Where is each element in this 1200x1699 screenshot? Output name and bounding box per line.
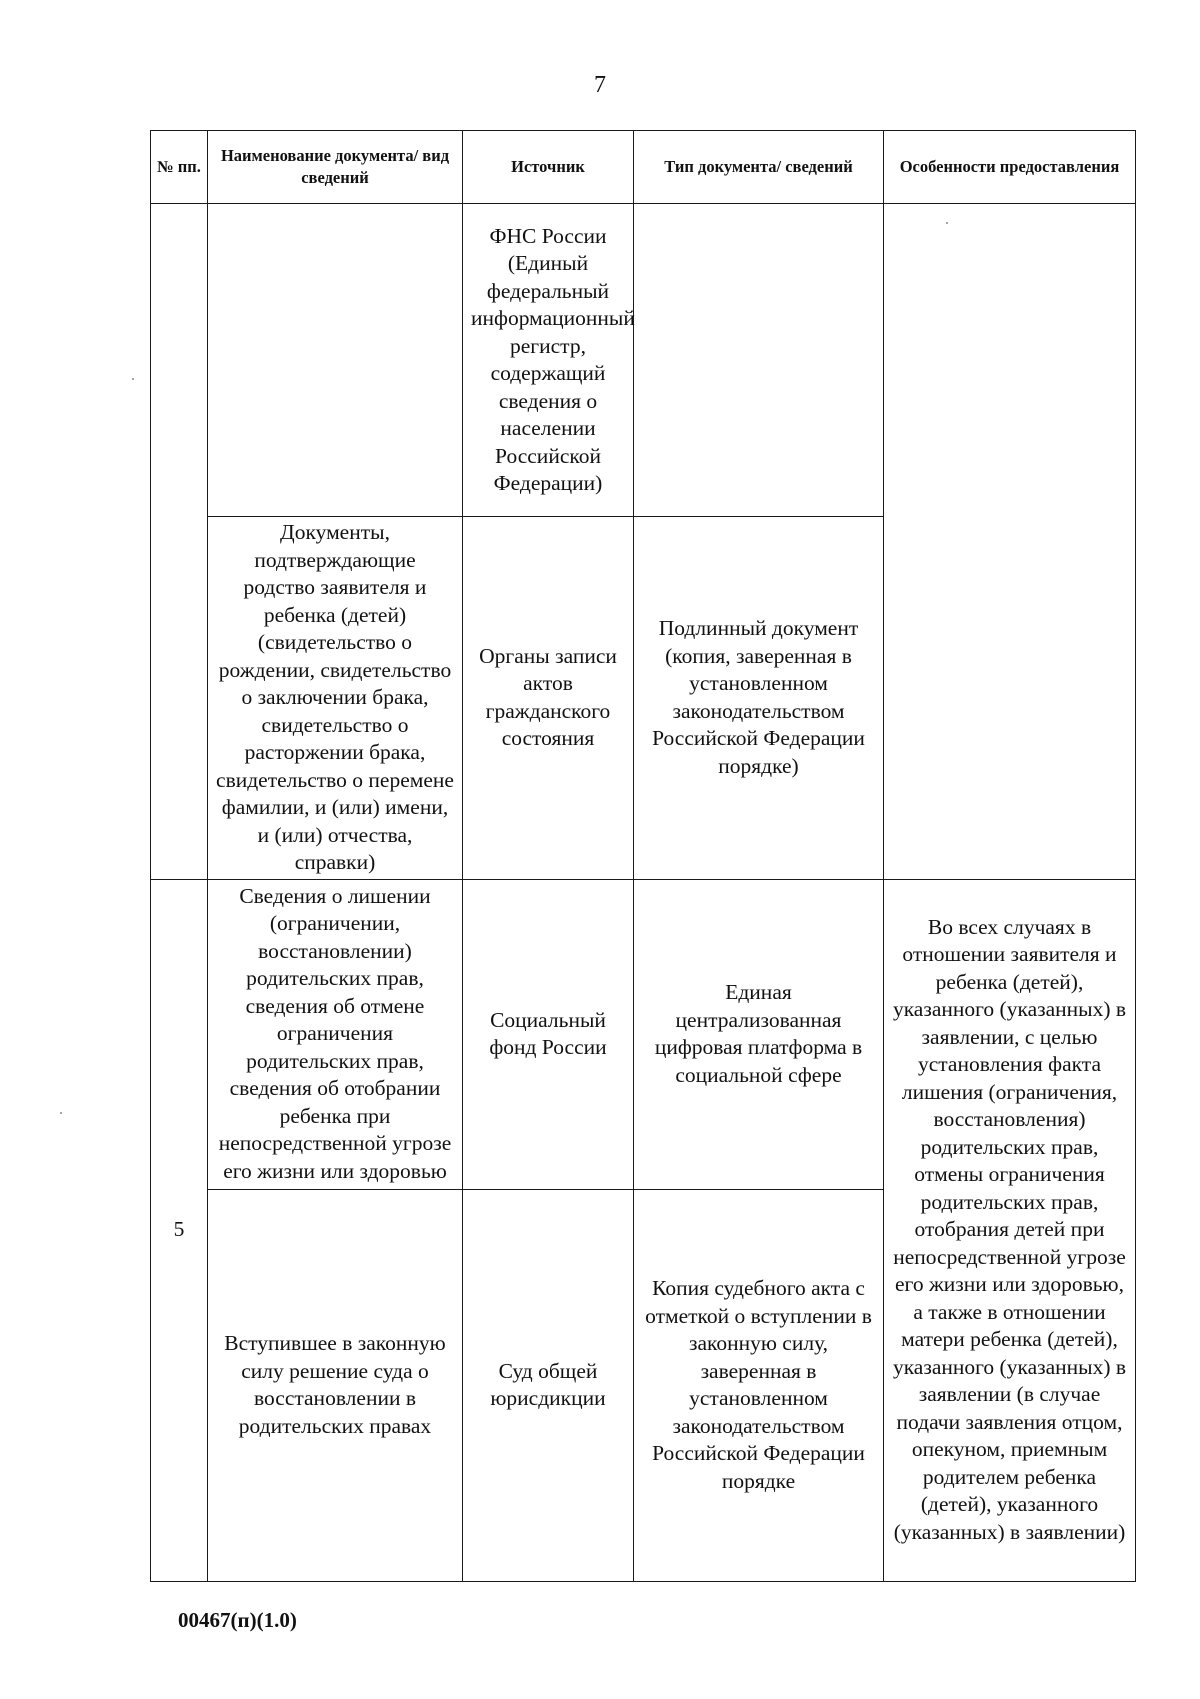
cell-doc-parental-rights: Сведения о лишении (ограничении, восстановлении) родительских прав, сведения об отмене ограничения родительских прав, сведения об отобрании ребенка при непосредственной угрозе его жизни или здоровью: [208, 879, 463, 1189]
cell-features-5: Во всех случаях в отношении заявителя и ребенка (детей), указанного (указанных) в заявлении, с целью установления факта лишения (ограничения, восстановления) родительских прав, отмены ограничения родительских прав, отобрания детей при непосредственной угрозе его жизни или здоровью, а также в отношении матери ребенка (детей), указанного (указанных) в заявлении (в случае подачи заявления отцом, опекуном, приемным родителем ребенка (детей), указанного (указанных) в заявлении): [884, 879, 1136, 1581]
cell-source-zags: Органы записи актов гражданского состояния: [463, 517, 634, 880]
table-row: [151, 204, 1136, 517]
table-row: [151, 879, 1136, 1189]
cell-type-original: Подлинный документ (копия, заверенная в установленном законодательством Российской Федерации порядке): [634, 517, 884, 880]
page-number: 7: [594, 72, 606, 98]
cell-doc-court-decision: Вступившее в законную силу решение суда о восстановлении в родительских правах: [208, 1189, 463, 1581]
header-document-type: Тип документа/ сведений: [634, 131, 884, 204]
cell-number-5: 5: [151, 879, 208, 1581]
footer-document-code: 00467(п)(1.0): [178, 1608, 297, 1632]
cell-number-prev: [151, 204, 208, 880]
cell-type-platform: Единая централизованная цифровая платформа в социальной сфере: [634, 879, 884, 1189]
cell-doc-kinship: Документы, подтверждающие родство заявителя и ребенка (детей) (свидетельство о рождении, свидетельство о заключении брака, свидетельство о расторжении брака, свидетельство о перемене фамилии, и (или) имени, и (или) отчества, справки): [208, 517, 463, 880]
header-features: Особенности предоставления: [884, 131, 1136, 204]
cell-features-prev: [884, 204, 1136, 880]
cell-doc-cont: [208, 204, 463, 517]
scan-speck: [132, 378, 134, 380]
cell-type-cont: [634, 204, 884, 517]
documents-table: [150, 130, 1136, 1582]
header-number: № пп.: [151, 131, 208, 204]
cell-source-court: Суд общей юрисдикции: [463, 1189, 634, 1581]
header-source: Источник: [463, 131, 634, 204]
cell-type-court-copy: Копия судебного акта с отметкой о вступлении в законную силу, заверенная в установленном законодательством Российской Федерации порядке: [634, 1189, 884, 1581]
table-header-row: [151, 131, 1136, 204]
scan-speck: [946, 222, 948, 224]
header-document-name: Наименование документа/ вид сведений: [208, 131, 463, 204]
cell-source-sfr: Социальный фонд России: [463, 879, 634, 1189]
scan-speck: [60, 1112, 62, 1114]
cell-source-fns: ФНС России (Единый федеральный информационный регистр, содержащий сведения о населении Российской Федерации): [463, 204, 634, 517]
